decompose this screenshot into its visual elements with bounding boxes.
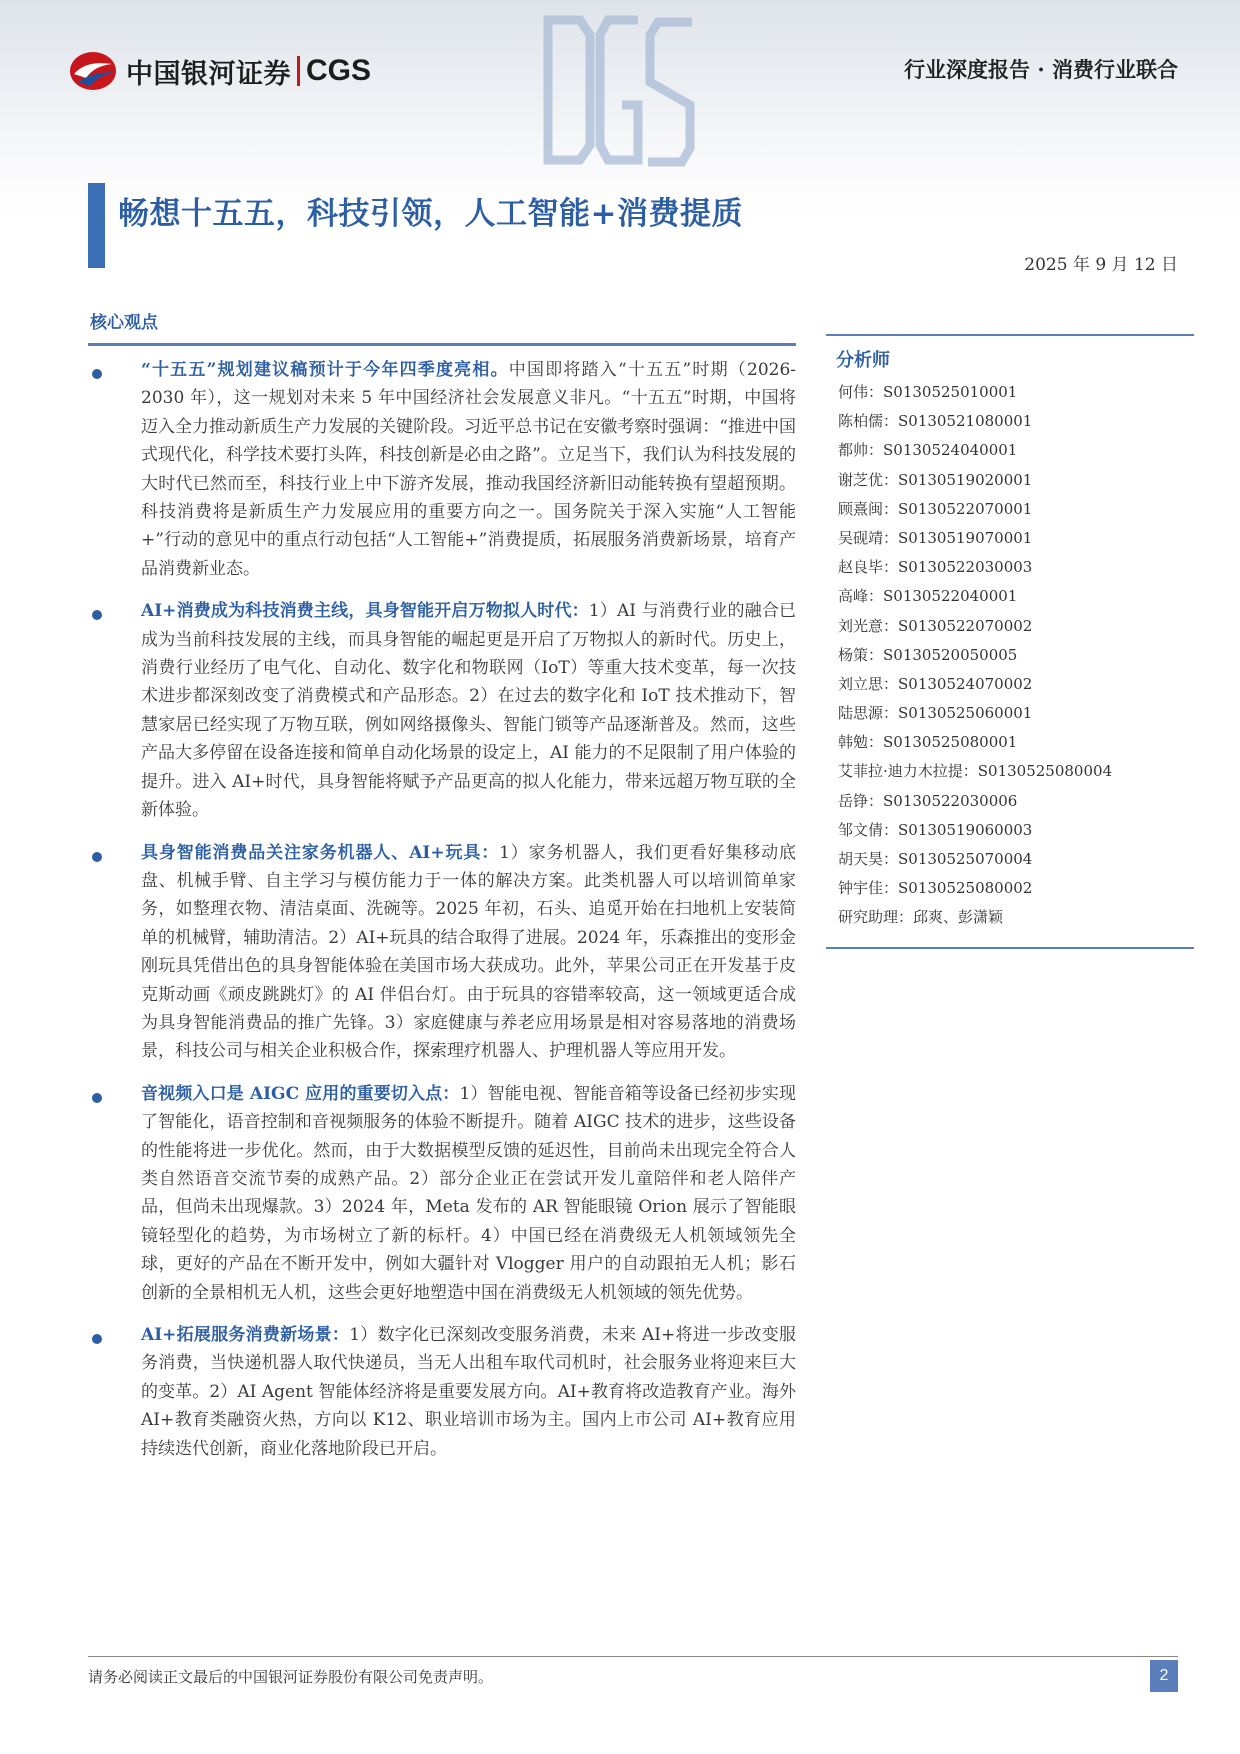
key-point-text bbox=[141, 1080, 796, 1307]
key-point-body: 1）智能电视、智能音箱等设备已经初步实现了智能化，语音控制和音视频服务的体验不断提升。随着 AIGC 技术的进步，这些设备的性能将进一步优化。然而，由于大数据模型反馈的延迟性，目前尚未出现完全符合人类自然语音交流节奏的成熟产品。2）部分企业正在尝试开发儿童陪伴和老人陪伴产品，但尚未出现爆款。3）2024 年，Meta 发布的 AR 智能眼镜 Orion 展示了智能眼镜轻型化的趋势，为市场树立了新的标杆。4）中国已经在消费级无人机领域领先全球，更好的产品在不断开发中，例如大疆针对 Vlogger 用户的自动跟拍无人机；影石创新的全景相机无人机，这些会更好地塑造中国在消费级无人机领域的领先优势。 bbox=[141, 1083, 796, 1303]
cgs-watermark-icon bbox=[540, 10, 700, 175]
research-assistant: 研究助理：邱爽、彭潇颖 bbox=[838, 908, 1004, 927]
footer-rule bbox=[88, 1656, 1178, 1657]
analyst-item: 钟宇佳：S0130525080002 bbox=[838, 879, 1033, 898]
analyst-sidebar bbox=[826, 334, 1194, 949]
analyst-item: 韩勉：S0130525080001 bbox=[838, 733, 1018, 752]
analyst-item: 岳铮：S0130522030006 bbox=[838, 791, 1018, 810]
bullet-icon bbox=[92, 852, 104, 1066]
key-point-text bbox=[141, 1321, 796, 1463]
analyst-item: 吴砚靖：S0130519070001 bbox=[838, 528, 1033, 547]
analyst-item: 都帅：S0130524040001 bbox=[838, 441, 1018, 460]
brand-separator bbox=[297, 56, 300, 86]
key-point-text bbox=[141, 839, 796, 1066]
analyst-item: 刘立思：S0130524070002 bbox=[838, 674, 1033, 693]
key-point-heading: AI+拓展服务消费新场景： bbox=[141, 1325, 350, 1345]
section-rule bbox=[88, 343, 796, 346]
analyst-item: 刘光意：S0130522070002 bbox=[838, 616, 1033, 635]
footer-disclaimer: 请务必阅读正文最后的中国银河证券股份有限公司免责声明。 bbox=[88, 1668, 494, 1686]
report-date: 2025 年 9 月 12 日 bbox=[1024, 255, 1178, 275]
key-point bbox=[88, 356, 796, 583]
key-point-body: 1）AI 与消费行业的融合已成为当前科技发展的主线，而具身智能的崛起更是开启了万物拟人的新时代。历史上，消费行业经历了电气化、自动化、数字化和物联网（IoT）等重大技术变革，每一次技术进步都深刻改变了消费模式和产品形态。2）在过去的数字化和 IoT 技术推动下，智慧家居已经实现了万物互联，例如网络摄像头、智能门锁等产品逐渐普及。然而，这些产品大多停留在设备连接和简单自动化场景的设定上，AI 能力的不足限制了用户体验的提升。进入 AI+时代，具身智能将赋予产品更高的拟人化能力，带来远超万物互联的全新体验。 bbox=[141, 601, 796, 821]
key-point-text bbox=[141, 356, 796, 583]
report-title: 畅想十五五，科技引领，人工智能+消费提质 bbox=[118, 196, 743, 232]
analyst-item: 陈柏儒：S0130521080001 bbox=[838, 412, 1033, 431]
brand-name-en: CGS bbox=[306, 54, 372, 87]
analyst-item: 杨策：S0130520050005 bbox=[838, 645, 1018, 664]
key-point-heading: AI+消费成为科技消费主线，具身智能开启万物拟人时代： bbox=[141, 601, 589, 622]
key-point-heading: 具身智能消费品关注家务机器人、AI+玩具： bbox=[141, 842, 500, 863]
key-point-text bbox=[141, 597, 796, 824]
bullet-icon bbox=[92, 1093, 104, 1307]
analyst-item: 胡天昊：S0130525070004 bbox=[838, 850, 1033, 868]
analyst-item: 高峰：S0130522040001 bbox=[838, 587, 1018, 606]
key-point-heading: “十五五”规划建议稿预计于今年四季度亮相。 bbox=[141, 360, 509, 380]
sidebar-rule bbox=[826, 947, 1194, 949]
analyst-item: 艾菲拉·迪力木拉提：S0130525080004 bbox=[838, 762, 1113, 781]
report-type: 行业深度报告 · 消费行业联合 bbox=[904, 57, 1178, 82]
brand-logo bbox=[68, 50, 371, 92]
analyst-item: 邹文倩：S0130519060003 bbox=[838, 820, 1033, 839]
page-number: 2 bbox=[1150, 1660, 1178, 1692]
key-point bbox=[88, 839, 796, 1066]
analyst-item: 顾熹闽：S0130522070001 bbox=[838, 499, 1033, 518]
key-point bbox=[88, 1321, 796, 1463]
bullet-icon bbox=[92, 1334, 104, 1463]
key-point-body: 1）数字化已深刻改变服务消费，未来 AI+将进一步改变服务消费，当快递机器人取代快递员，当无人出租车取代司机时，社会服务业将迎来巨大的变革。2）AI Agent 智能体经济将是重要发展方向。AI+教育将改造教育产业。海外 AI+教育类融资火热，方向以 K12、职业培训市场为主。国内上市公司 AI+教育应用持续迭代创新，商业化落地阶段已开启。 bbox=[141, 1325, 796, 1459]
bullet-icon bbox=[92, 369, 104, 583]
analyst-item: 何伟：S0130525010001 bbox=[838, 383, 1018, 401]
bullet-icon bbox=[92, 610, 104, 824]
key-point-heading: 音视频入口是 AIGC 应用的重要切入点： bbox=[141, 1083, 460, 1104]
cgs-logo-icon bbox=[68, 50, 118, 92]
brand-name-cn: 中国银河证券 bbox=[126, 58, 291, 90]
title-accent-bar bbox=[88, 183, 105, 268]
key-point-body: 中国即将踏入“十五五”时期（2026-2030 年），这一规划对未来 5 年中国经济社会发展意义非凡。“十五五”时期，中国将迈入全力推动新质生产力发展的关键阶段。习近平总书记在安徽考察时强调：“推进中国式现代化，科学技术要打头阵，科技创新是必由之路”。立足当下，我们认为科技发展的大时代已然而至，科技行业上中下游齐发展，推动我国经济新旧动能转换有望超预期。科技消费将是新质生产力发展应用的重要方向之一。国务院关于深入实施“人工智能+”行动的意见中的重点行动包括“人工智能+”消费提质，拓展服务消费新场景，培育产品消费新业态。 bbox=[141, 360, 797, 579]
key-point bbox=[88, 1080, 796, 1307]
key-points bbox=[88, 356, 796, 1477]
analyst-item: 陆思源：S0130525060001 bbox=[838, 704, 1033, 723]
analyst-item: 谢芝优：S0130519020001 bbox=[838, 470, 1033, 489]
sidebar-rule bbox=[826, 334, 1194, 336]
sidebar-title: 分析师 bbox=[836, 350, 890, 371]
analyst-item: 赵良毕：S0130522030003 bbox=[838, 558, 1033, 577]
key-point bbox=[88, 597, 796, 824]
key-point-body: 1）家务机器人，我们更看好集移动底盘、机械手臂、自主学习与模仿能力于一体的解决方案。此类机器人可以培训简单家务，如整理衣物、清洁桌面、洗碗等。2025 年初，石头、追觅开始在扫地机上安装简单的机械臂，辅助清洁。2）AI+玩具的结合取得了进展。2024 年，乐森推出的变形金刚玩具凭借出色的具身智能体验在美国市场大获成功。此外，苹果公司正在开发基于皮克斯动画《顽皮跳跳灯》的 AI 伴侣台灯。由于玩具的容错率较高，这一领域更适合成为具身智能消费品的推广先锋。3）家庭健康与养老应用场景是相对容易落地的消费场景，科技公司与相关企业积极合作，探索理疗机器人、护理机器人等应用开发。 bbox=[141, 842, 796, 1062]
section-label: 核心观点 bbox=[90, 313, 158, 333]
